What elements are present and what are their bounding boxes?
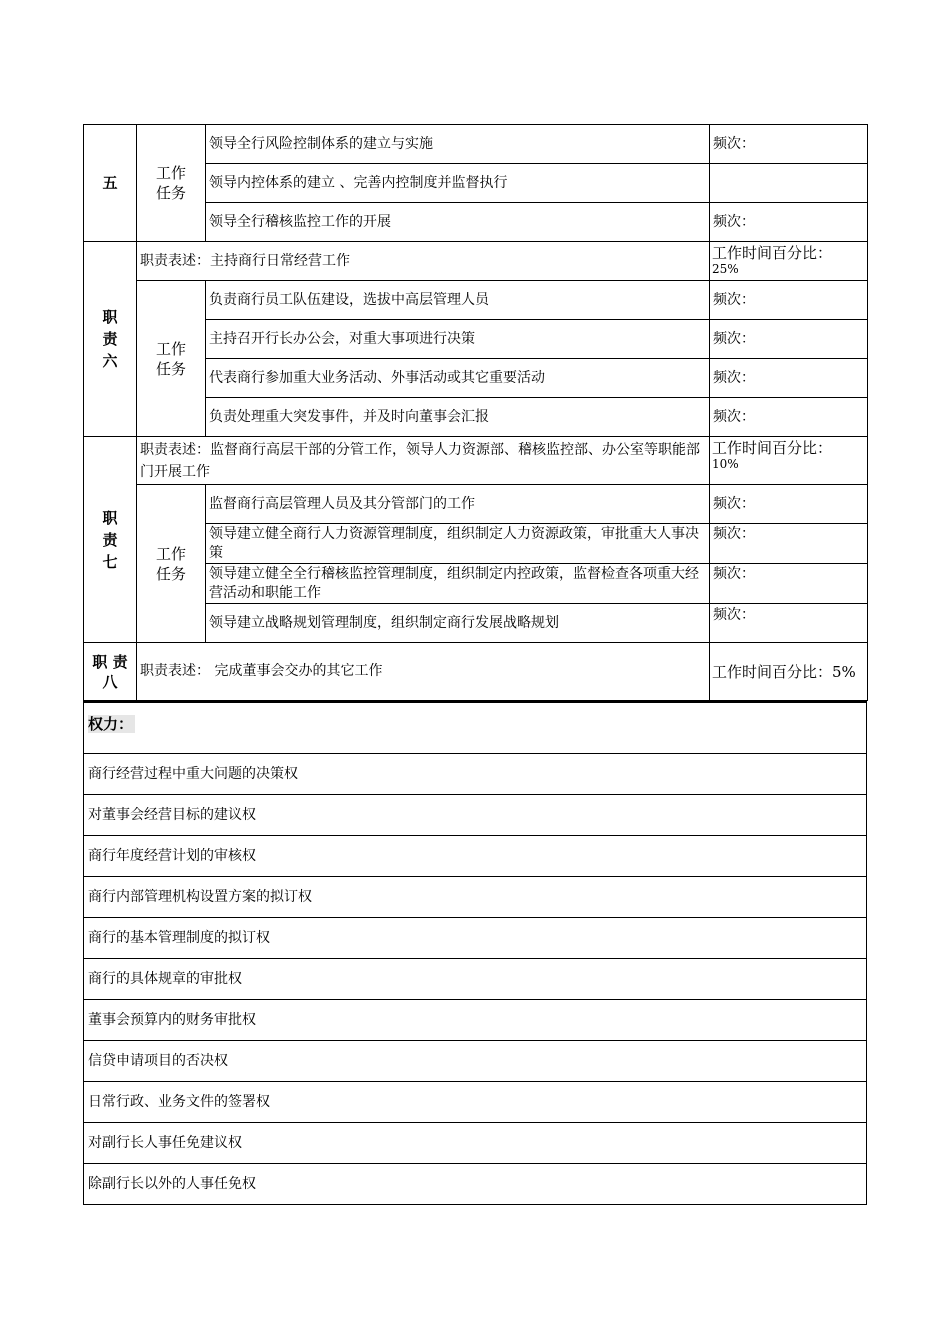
duty-6-pct-value: 25% bbox=[712, 262, 739, 276]
duty-5-task-2: 领导内控体系的建立 、完善内控制度并监督执行 bbox=[206, 164, 710, 203]
duty-5-task-2-freq bbox=[710, 164, 868, 203]
duty-7-description: 职责表述：监督商行高层干部的分管工作，领导人力资源部、稽核监控部、办公室等职能部门开展工作 bbox=[137, 437, 710, 485]
duty-6-task-4-freq: 频次： bbox=[710, 398, 868, 437]
duty-5-task-3: 领导全行稽核监控工作的开展 bbox=[206, 203, 710, 242]
duty-6-task-2: 主持召开行长办公会，对重大事项进行决策 bbox=[206, 320, 710, 359]
duty-7-task-4: 领导建立战略规划管理制度，组织制定商行发展战略规划 bbox=[206, 604, 710, 643]
rights-title: 权力： bbox=[84, 702, 867, 754]
duty-7-pct-value: 10% bbox=[712, 457, 739, 471]
duty-6-task-3: 代表商行参加重大业务活动、外事活动或其它重要活动 bbox=[206, 359, 710, 398]
duty-6-task-1: 负责商行员工队伍建设，选拔中高层管理人员 bbox=[206, 281, 710, 320]
duty-6-label: 职 责 六 bbox=[84, 242, 137, 437]
duty-sheet bbox=[83, 124, 867, 1205]
duty-7-task-3: 领导建立健全全行稽核监控管理制度，组织制定内控政策，监督检查各项重大经营活动和职能工作 bbox=[206, 564, 710, 604]
duty-7-task-3-freq: 频次： bbox=[710, 564, 868, 604]
right-item: 商行的基本管理制度的拟订权 bbox=[84, 918, 867, 959]
duty-6-task-4: 负责处理重大突发事件，并及时向董事会汇报 bbox=[206, 398, 710, 437]
duty-7-task-1-freq: 频次： bbox=[710, 485, 868, 524]
right-item: 商行内部管理机构设置方案的拟订权 bbox=[84, 877, 867, 918]
duty-6-tasks-label: 工作 任务 bbox=[137, 281, 206, 437]
duty-7-task-1: 监督商行高层管理人员及其分管部门的工作 bbox=[206, 485, 710, 524]
duty-6-pct-label: 工作时间百分比： bbox=[712, 244, 833, 262]
right-item: 除副行长以外的人事任免权 bbox=[84, 1164, 867, 1205]
duty-8-label: 职 责 八 bbox=[84, 643, 137, 701]
right-item: 对董事会经营目标的建议权 bbox=[84, 795, 867, 836]
duty-7-task-4-freq: 频次： bbox=[710, 604, 868, 643]
duties-table bbox=[83, 124, 868, 701]
right-item: 董事会预算内的财务审批权 bbox=[84, 1000, 867, 1041]
right-item: 商行年度经营计划的审核权 bbox=[84, 836, 867, 877]
duty-7-time-percent bbox=[710, 437, 868, 485]
right-item: 日常行政、业务文件的签署权 bbox=[84, 1082, 867, 1123]
duty-5-label: 五 bbox=[84, 125, 137, 242]
duty-6-task-2-freq: 频次： bbox=[710, 320, 868, 359]
duty-7-tasks-label: 工作 任务 bbox=[137, 485, 206, 643]
duty-7-task-2-freq: 频次： bbox=[710, 524, 868, 564]
duty-6-task-1-freq: 频次： bbox=[710, 281, 868, 320]
duty-6-description: 职责表述：主持商行日常经营工作 bbox=[137, 242, 710, 281]
duty-7-task-2: 领导建立健全商行人力资源管理制度，组织制定人力资源政策，审批重大人事决策 bbox=[206, 524, 710, 564]
duty-7-pct-label: 工作时间百分比： bbox=[712, 439, 833, 457]
right-item: 信贷申请项目的否决权 bbox=[84, 1041, 867, 1082]
right-item: 商行经营过程中重大问题的决策权 bbox=[84, 754, 867, 795]
right-item: 对副行长人事任免建议权 bbox=[84, 1123, 867, 1164]
duty-5-task-1: 领导全行风险控制体系的建立与实施 bbox=[206, 125, 710, 164]
right-item: 商行的具体规章的审批权 bbox=[84, 959, 867, 1000]
duty-6-time-percent bbox=[710, 242, 868, 281]
duty-5-task-1-freq: 频次： bbox=[710, 125, 868, 164]
duty-8-time-percent: 工作时间百分比：5% bbox=[710, 643, 868, 701]
rights-table bbox=[83, 701, 867, 1205]
duty-5-task-3-freq: 频次： bbox=[710, 203, 868, 242]
duty-6-task-3-freq: 频次： bbox=[710, 359, 868, 398]
duty-5-tasks-label: 工作 任务 bbox=[137, 125, 206, 242]
duty-7-label: 职 责 七 bbox=[84, 437, 137, 643]
duty-8-description: 职责表述： 完成董事会交办的其它工作 bbox=[137, 643, 710, 701]
